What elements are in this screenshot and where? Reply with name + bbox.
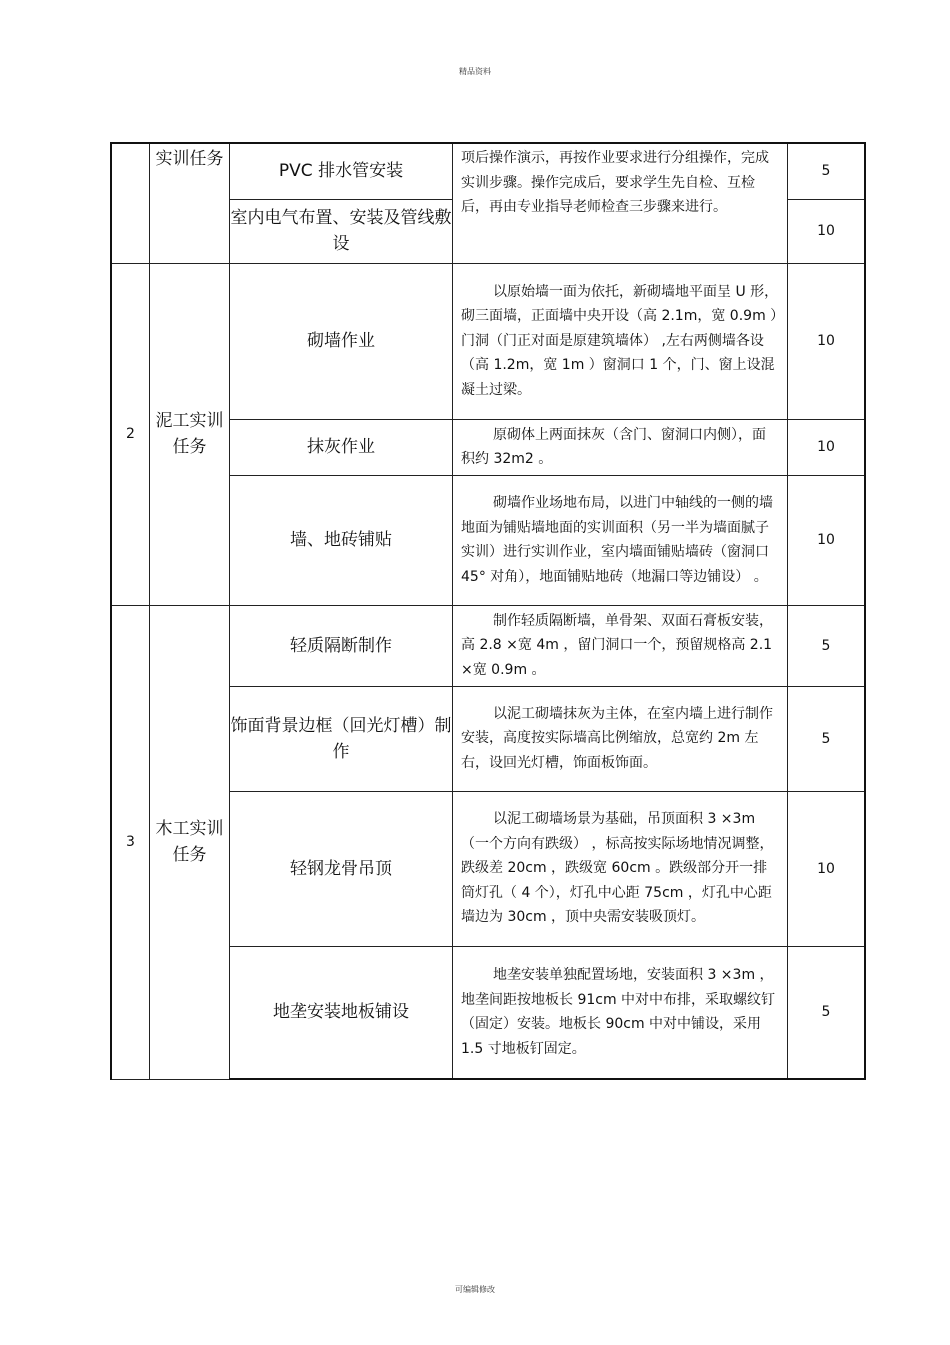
- desc-cell: [453, 263, 788, 419]
- desc-text: 砌墙作业场地布局，以进门中轴线的一侧的墙地面为铺贴墙地面的实训面积（另一半为墙面腻子实训）进行实训作业，室内墙面铺贴墙砖（窗洞口 45° 对角），地面铺贴地砖（地漏口等边铺设） 。: [461, 495, 773, 585]
- item-cell: 地垄安装地板铺设: [230, 946, 453, 1079]
- category-cell: 泥工实训任务: [150, 263, 230, 605]
- item-cell: 墙、地砖铺贴: [230, 475, 453, 605]
- table-row: [111, 143, 865, 199]
- score-cell: 5: [788, 686, 866, 791]
- item-cell: 轻质隔断制作: [230, 605, 453, 686]
- item-cell: 饰面背景边框（回光灯槽）制作: [230, 686, 453, 791]
- desc-cell: [453, 686, 788, 791]
- score-cell: 5: [788, 946, 866, 1079]
- score-cell: 10: [788, 475, 866, 605]
- score-cell: 10: [788, 791, 866, 946]
- table-row: [111, 263, 865, 419]
- desc-cell: [453, 946, 788, 1079]
- category-cell: 木工实训任务: [150, 605, 230, 1079]
- desc-text: 以泥工砌墙抹灰为主体，在室内墙上进行制作安装，高度按实际墙高比例缩放，总宽约 2m 左右，设回光灯槽，饰面板饰面。: [461, 705, 773, 771]
- score-cell: 5: [788, 143, 866, 199]
- desc-text: 以泥工砌墙场景为基础，吊顶面积 3 ×3m （一个方向有跌级） ，标高按实际场地情况调整，跌级差 20cm ，跌级宽 60cm 。跌级部分开一排筒灯孔（ 4 个），灯孔中心距 75cm ，灯孔中心距墙边为 30cm ，顶中央需安装吸顶灯。: [461, 811, 774, 926]
- desc-cell: [453, 791, 788, 946]
- item-cell: 砌墙作业: [230, 263, 453, 419]
- desc-cell: 项后操作演示，再按作业要求进行分组操作，完成实训步骤。操作完成后，要求学生先自检、互检后，再由专业指导老师检查三步骤来进行。: [453, 143, 788, 263]
- score-cell: 10: [788, 263, 866, 419]
- item-cell: 室内电气布置、安装及管线敷设: [230, 199, 453, 263]
- page-header: 精品资料: [459, 67, 491, 76]
- row-number-cell: 2: [111, 263, 150, 605]
- item-cell: PVC 排水管安装: [230, 143, 453, 199]
- training-task-table: [110, 142, 866, 1080]
- desc-text: 原砌体上两面抹灰（含门、窗洞口内侧），面积约 32m2 。: [461, 426, 766, 467]
- score-cell: 10: [788, 419, 866, 475]
- row-number-cell: 3: [111, 605, 150, 1079]
- category-cell: 实训任务: [150, 143, 230, 263]
- desc-cell: [453, 419, 788, 475]
- table-row: [111, 605, 865, 686]
- item-cell: 抹灰作业: [230, 419, 453, 475]
- desc-cell: [453, 475, 788, 605]
- score-cell: 5: [788, 605, 866, 686]
- row-number-cell: [111, 143, 150, 263]
- desc-cell: [453, 605, 788, 686]
- desc-text: 制作轻质隔断墙，单骨架、双面石膏板安装，高 2.8 ×宽 4m ，留门洞口一个，预留规格高 2.1 ×宽 0.9m 。: [461, 612, 773, 678]
- desc-text: 以原始墙一面为依托，新砌墙地平面呈 U 形，砌三面墙，正面墙中央开设（高 2.1m，宽 0.9m ）门洞（门正对面是原建筑墙体） ,左右两侧墙各设（高 1.2m，宽 1m ）窗洞口 1 个，门、窗上设混凝土过梁。: [461, 283, 779, 398]
- desc-text: 地垄安装单独配置场地，安装面积 3 ×3m ，地垄间距按地板长 91cm 中对中布排，采取螺纹钉（固定）安装。地板长 90cm 中对中铺设，采用 1.5 寸地板钉固定。: [461, 967, 776, 1057]
- score-cell: 10: [788, 199, 866, 263]
- item-cell: 轻钢龙骨吊顶: [230, 791, 453, 946]
- page-footer: 可编辑修改: [455, 1285, 495, 1294]
